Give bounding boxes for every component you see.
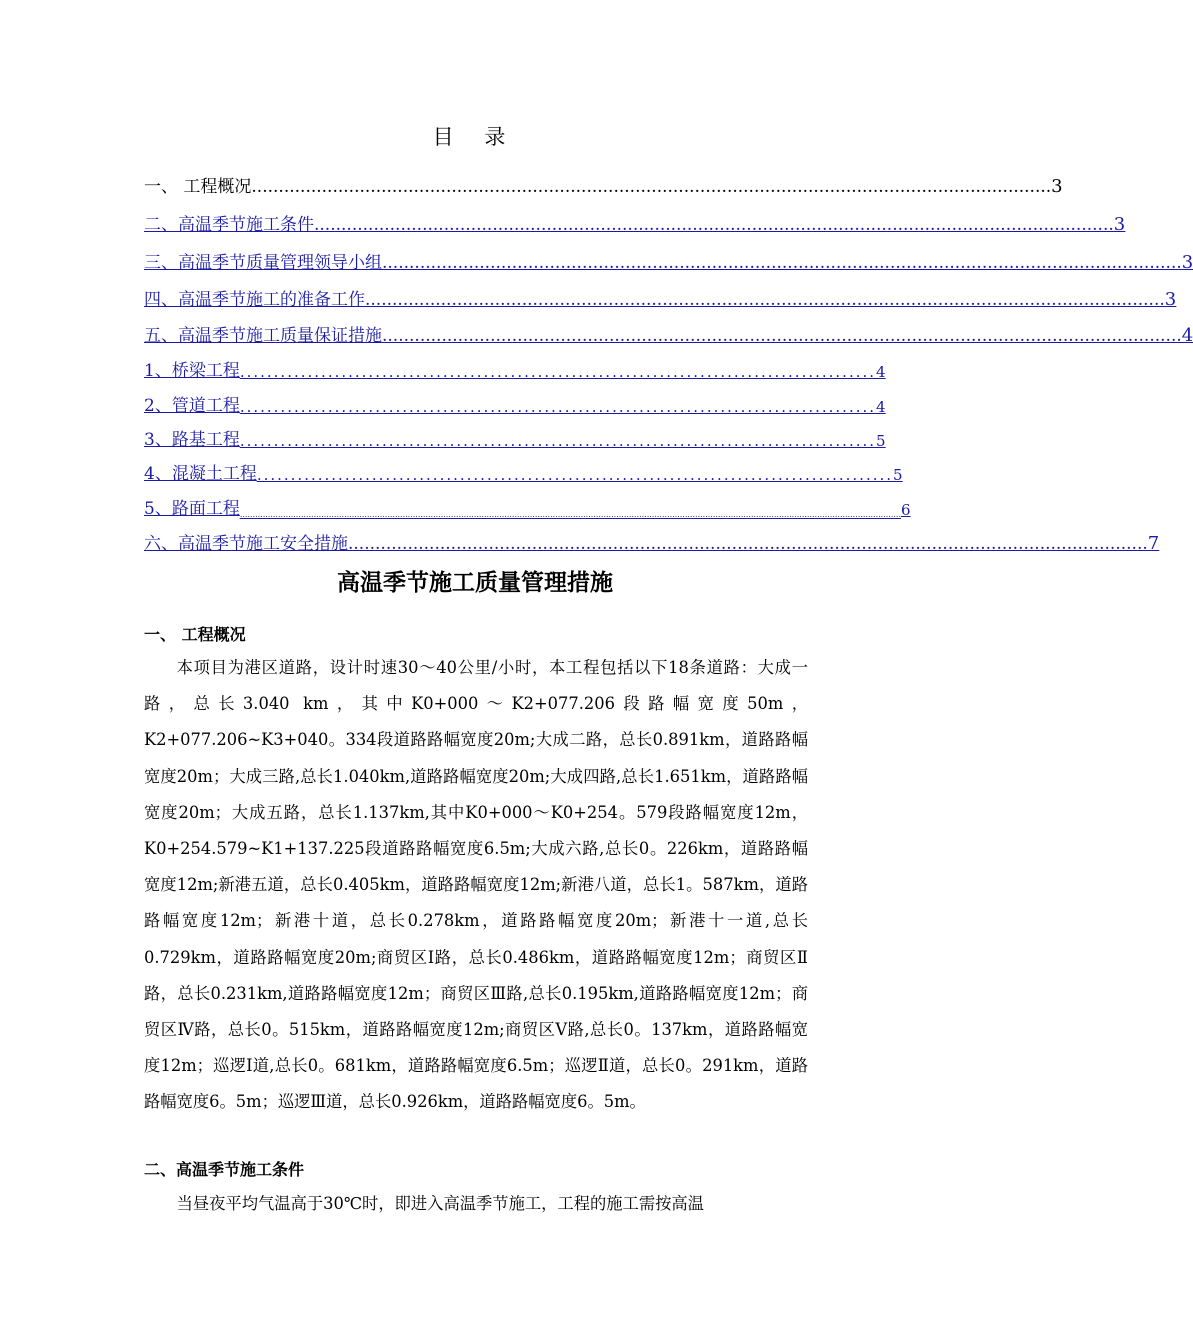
toc-entry-label: 2、管道工程 — [144, 396, 240, 416]
toc-entry-label: 3、路基工程 — [144, 430, 240, 450]
toc-entry-page: 5 — [893, 466, 903, 484]
toc-entry-label: 五、高温季节施工质量保证措施 — [144, 326, 382, 346]
toc-link[interactable] — [144, 273, 1177, 310]
toc-link[interactable] — [144, 381, 886, 416]
toc-entry-label: 5、路面工程 — [144, 499, 240, 519]
toc-entry-page: 3 — [1164, 289, 1177, 310]
toc-leader-dots: .............................................................................................. — [256, 466, 894, 484]
toc-entry-page: 5 — [876, 432, 886, 450]
section-heading: 一、 工程概况 — [144, 625, 246, 644]
toc-entry-page: 4 — [876, 398, 886, 416]
toc-link[interactable] — [144, 484, 911, 519]
table-of-contents — [144, 160, 1193, 554]
toc-entry-label: 4、混凝土工程 — [144, 464, 257, 484]
toc-leader-dots: .............................................................................................. — [239, 363, 877, 381]
toc-link[interactable] — [144, 346, 886, 381]
document-title: 高温季节施工质量管理措施 — [337, 570, 613, 596]
toc-link[interactable] — [144, 450, 903, 484]
toc-leader-dots: .............................................................................................. — [239, 432, 877, 450]
toc-link[interactable] — [144, 310, 1193, 346]
section-heading: 二、高温季节施工条件 — [144, 1160, 305, 1179]
toc-link[interactable] — [144, 197, 1126, 235]
toc-entry-page: 3 — [1181, 252, 1193, 273]
toc-leader-dots: .................................................................................................................................................................................................................................................................... — [239, 510, 901, 519]
toc-leader-dots: .................................................................................................................................................... — [251, 177, 1052, 197]
toc-entry-label: 三、高温季节质量管理领导小组 — [144, 253, 382, 273]
toc-entry-page: 3 — [1051, 176, 1063, 197]
toc-link[interactable] — [144, 416, 886, 450]
toc-entry-label: 一、 工程概况 — [144, 177, 252, 197]
toc-leader-dots: .................................................................................................................................................... — [382, 326, 1182, 346]
toc-link[interactable] — [144, 519, 1160, 554]
toc-entry-page: 6 — [901, 501, 911, 519]
toc-leader-dots: .................................................................................................................................................... — [314, 215, 1114, 235]
toc-entry-page: 7 — [1147, 533, 1160, 554]
toc-entry-page: 4 — [876, 363, 886, 381]
toc-entry-page: 3 — [1113, 214, 1126, 235]
toc-entry-label: 四、高温季节施工的准备工作 — [144, 290, 365, 310]
toc-title: 目 录 — [432, 125, 518, 149]
toc-entry-page: 4 — [1181, 325, 1193, 346]
toc-leader-dots: .................................................................................................................................................... — [348, 534, 1148, 554]
toc-leader-dots: .................................................................................................................................................... — [382, 253, 1182, 273]
toc-entry-label: 六、高温季节施工安全措施 — [144, 534, 348, 554]
toc-entry-label: 二、高温季节施工条件 — [144, 215, 314, 235]
toc-link[interactable] — [144, 235, 1193, 273]
section-paragraph: 当昼夜平均气温高于30℃时，即进入高温季节施工，工程的施工需按高温 — [176, 1194, 704, 1213]
section-paragraph: 本项目为港区道路，设计时速30～40公里/小时，本工程包括以下18条道路：大成一路，总长3.040 km，其中K0+000～K2+077.206段路幅宽度50m，K2+077.206~K3+040。334段道路路幅宽度20m;大成二路，总长0.891km，道路路幅宽度20m；大成三路,总长1.040km,道路路幅宽度20m;大成四路,总长1.651km，道路路幅宽度20m；大成五路，总长1.137km,其中K0+000～K0+254。579段路幅宽度12m，K0+254.579~K1+137.225段道路路幅宽度6.5m;大成六路,总长0。226km，道路路幅宽度12m;新港五道，总长0.405km，道路路幅宽度12m;新港八道，总长1。587km，道路路幅宽度12m；新港十道，总长0.278km，道路路幅宽度20m；新港十一道,总长0.729km，道路路幅宽度20m;商贸区Ⅰ路，总长0.486km，道路路幅宽度12m；商贸区Ⅱ路，总长0.231km,道路路幅宽度12m；商贸区Ⅲ路,总长0.195km,道路路幅宽度12m；商贸区Ⅳ路，总长0。515km，道路路幅宽度12m;商贸区Ⅴ路,总长0。137km，道路路幅宽度12m；巡逻Ⅰ道,总长0。681km，道路路幅宽度6.5m；巡逻Ⅱ道，总长0。291km，道路路幅宽度6。5m；巡逻Ⅲ道，总长0.926km，道路路幅宽度6。5m。 — [144, 658, 808, 1112]
toc-entry — [144, 160, 1063, 197]
toc-leader-dots: .............................................................................................. — [239, 398, 877, 416]
toc-entry-label: 1、桥梁工程 — [144, 361, 240, 381]
toc-leader-dots: .................................................................................................................................................... — [365, 290, 1165, 310]
